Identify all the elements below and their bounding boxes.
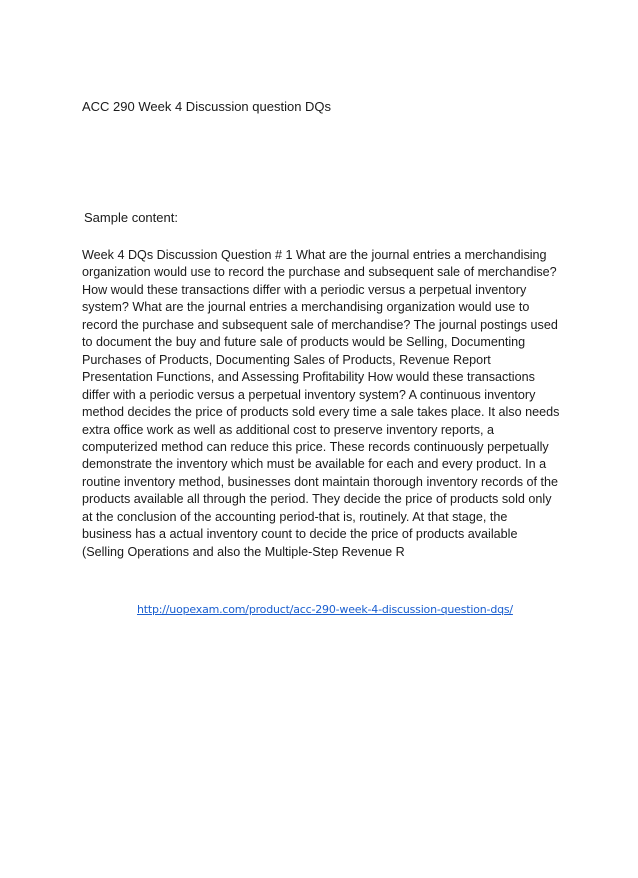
product-link[interactable]: http://uopexam.com/product/acc-290-week-4-discussion-question-dqs/ <box>137 603 513 616</box>
document-body-text: Week 4 DQs Discussion Question # 1 What are the journal entries a merchandising organization would use to record the purchase and subsequent sale of merchandise? How would these transactions differ with a periodic versus a perpetual inventory system? What are the journal entries a merchandising organization would use to record the purchase and subsequent sale of merchandise? The journal postings used to document the buy and future sale of products would be Selling, Documenting Purchases of Products, Documenting Sales of Products, Revenue Report Presentation Functions, and Assessing Profitability How would these transactions differ with a periodic versus a perpetual inventory system? A continuous inventory method decides the price of products sold every time a sale takes place. It also needs extra office work as well as additional cost to preserve inventory reports, a computerized method can reduce this price. These records continuously perpetually demonstrate the inventory which must be available for each and every product. In a routine inventory method, businesses dont maintain thorough inventory records of the products available all through the period. They decide the price of products sold only at the conclusion of the accounting period-that is, routinely. At that stage, the business has a actual inventory count to decide the price of products available (Selling Operations and also the Multiple-Step Revenue R <box>82 248 560 559</box>
sample-content-label: Sample content: <box>84 210 178 225</box>
document-title: ACC 290 Week 4 Discussion question DQs <box>82 99 332 114</box>
